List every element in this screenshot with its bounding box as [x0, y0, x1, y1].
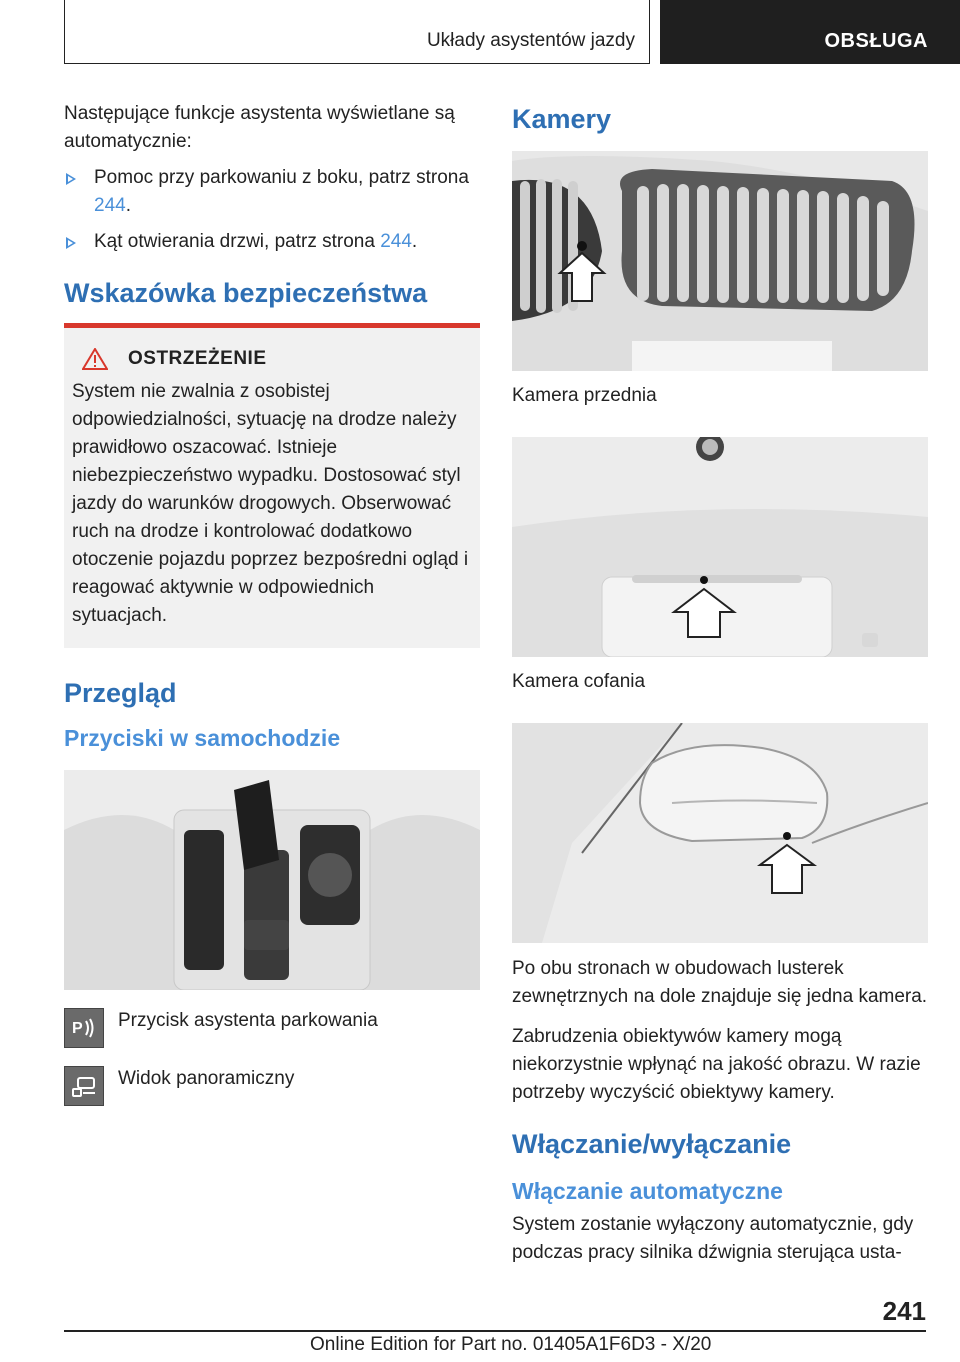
button-item: [64, 1008, 480, 1048]
button-item: [64, 1066, 480, 1106]
button-label: Widok panoramiczny: [118, 1068, 295, 1089]
rear-camera-image: [512, 437, 928, 657]
footer-rule: [64, 1330, 926, 1332]
front-camera-image: [512, 151, 928, 371]
warning-text: System nie zwalnia z osobistej odpowiedzialności, sytuację na drodze należy prawidłowo oszacować. Istnieje niebezpieczeństwo wypadku. Dostosować styl jazdy do warunków drogowych. Obserwować ruch na drodze i kontrolować dodatkowo otoczenie pojazdu poprzez bezpośredni ogląd i reagować aktywnie w odpowiednich sytuacjach.: [72, 381, 469, 626]
front-camera-caption: Kamera przednia: [512, 385, 657, 406]
right-column: [512, 100, 928, 1267]
feature-list: [64, 164, 480, 256]
rear-camera-caption: Kamera cofania: [512, 671, 646, 692]
list-item: Pomoc przy parkowaniu z boku, patrz strona 244.: [64, 164, 480, 220]
list-item: Kąt otwierania drzwi, patrz strona 244.: [64, 228, 480, 256]
warning-title: [82, 348, 472, 370]
warning-triangle-icon: [82, 348, 108, 370]
auto-text: System zostanie wyłączony automatycznie, gdy podczas pracy silnika dźwignia sterująca usta-: [512, 1214, 914, 1263]
left-column: [64, 100, 480, 1106]
mirror-text: Po obu stronach w obudowach lusterek zewnętrznych na dole znajduje się jedna kamera.: [512, 958, 928, 1007]
bullet-triangle-icon: [66, 173, 76, 185]
button-label: Przycisk asystenta parkowania: [118, 1010, 378, 1031]
chapter-title: OBSŁUGA: [824, 30, 928, 52]
warning-box: [64, 328, 480, 648]
header-chapter-box: [660, 0, 960, 64]
bullet-triangle-icon: [66, 237, 76, 249]
warning-title-text: OSTRZEŻENIE: [128, 348, 267, 369]
safety-heading: Wskazówka bezpieczeństwa: [64, 278, 428, 308]
park-assist-icon: [64, 1008, 104, 1048]
mirror-camera-image: [512, 723, 928, 943]
edition-text: Online Edition for Part no. 01405A1F6D3 - X/20: [310, 1334, 712, 1355]
page-number: 241: [882, 1296, 926, 1326]
buttons-heading: Przyciski w samochodzie: [64, 725, 341, 751]
header-section-box: [64, 0, 650, 64]
auto-heading: Włączanie automatyczne: [512, 1178, 783, 1204]
section-title: Układy asystentów jazdy: [426, 30, 635, 51]
panorama-view-icon: [64, 1066, 104, 1106]
overview-heading: Przegląd: [64, 678, 177, 708]
list-item-text: Kąt otwierania drzwi, patrz strona: [94, 231, 381, 252]
intro-text: Następujące funkcje asystenta wyświetlane są automatycznie:: [64, 103, 455, 152]
page-link[interactable]: 244: [380, 231, 412, 252]
list-item-text: Pomoc przy parkowaniu z boku, patrz strona: [94, 167, 469, 188]
page-link[interactable]: 244: [94, 195, 126, 216]
center-console-image: [64, 770, 480, 990]
dirty-lens-text: Zabrudzenia obiektywów kamery mogą niekorzystnie wpłynąć na jakość obrazu. W razie potrzeby wyczyścić obiektywy kamery.: [512, 1026, 921, 1103]
onoff-heading: Włączanie/wyłączanie: [512, 1129, 792, 1159]
svg-text:P: P: [72, 1020, 83, 1037]
cameras-heading: Kamery: [512, 104, 612, 134]
